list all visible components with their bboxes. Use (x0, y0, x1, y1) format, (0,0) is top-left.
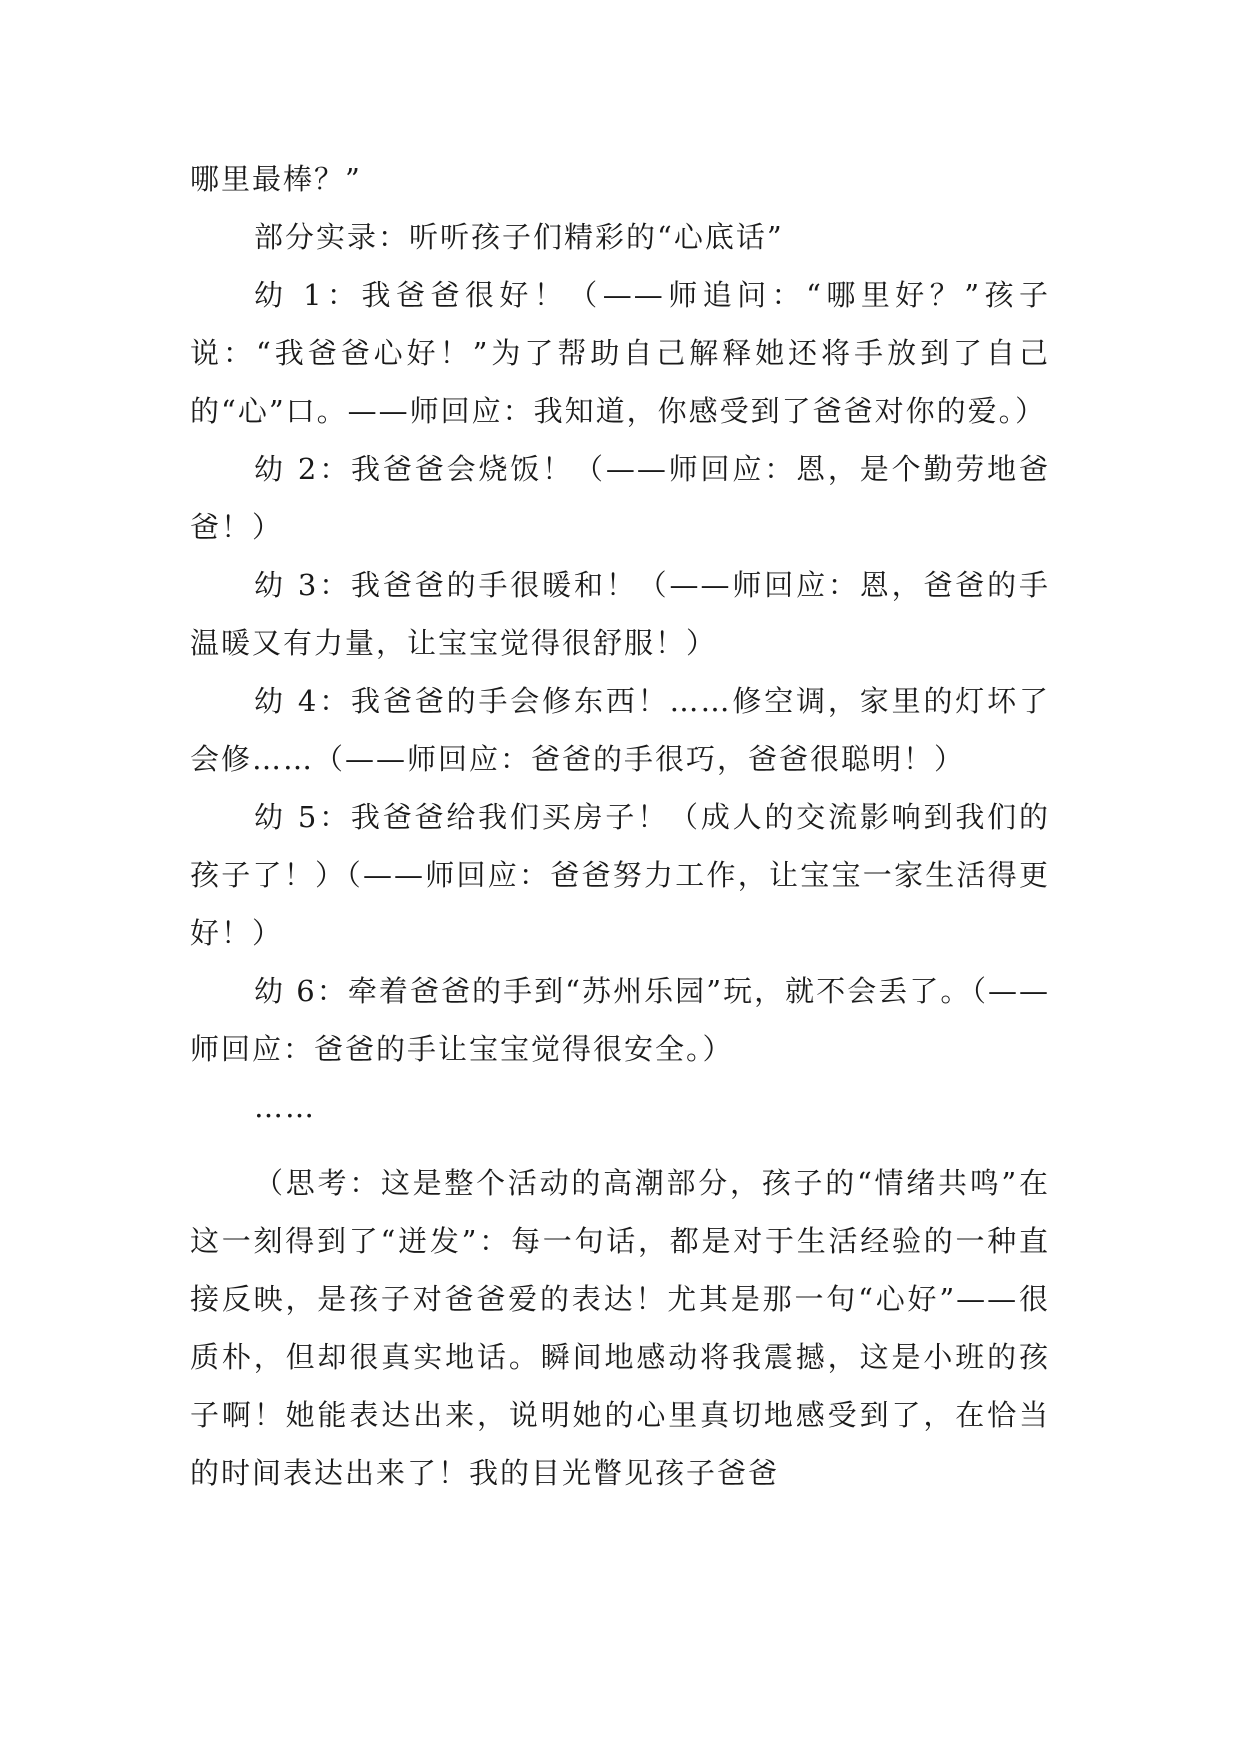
paragraph-child-6: 幼 6：牵着爸爸的手到“苏州乐园”玩，就不会丢了。（——师回应：爸爸的手让宝宝觉得很安全。） (190, 974, 1050, 1066)
ellipsis-line: …… (254, 1090, 316, 1124)
paragraph-continuation: 哪里最棒？” (190, 162, 362, 196)
paragraph-child-4: 幼 4：我爸爸的手会修东西！……修空调，家里的灯坏了会修……（——师回应：爸爸的手很巧，爸爸很聪明！） (190, 684, 1050, 776)
paragraph-child-2: 幼 2：我爸爸会烧饭！（——师回应：恩，是个勤劳地爸爸！） (190, 452, 1050, 544)
paragraph-gap (190, 1136, 1050, 1154)
paragraph-child-5: 幼 5：我爸爸给我们买房子！（成人的交流影响到我们的孩子了！）（——师回应：爸爸努力工作，让宝宝一家生活得更好！） (190, 800, 1050, 950)
document-body (190, 150, 1050, 1502)
paragraph-child-3: 幼 3：我爸爸的手很暖和！（——师回应：恩，爸爸的手温暖又有力量，让宝宝觉得很舒服！） (190, 568, 1050, 660)
paragraph-record-heading: 部分实录：听听孩子们精彩的“心底话” (254, 220, 784, 254)
paragraph-child-1: 幼 1：我爸爸很好！（——师追问：“哪里好？”孩子说：“我爸爸心好！”为了帮助自己解释她还将手放到了自己的“心”口。——师回应：我知道，你感受到了爸爸对你的爱。） (190, 278, 1050, 428)
paragraph-reflection: （思考：这是整个活动的高潮部分，孩子的“情绪共鸣”在这一刻得到了“迸发”：每一句话，都是对于生活经验的一种直接反映，是孩子对爸爸爱的表达！尤其是那一句“心好”——很质朴，但却很真实地话。瞬间地感动将我震撼，这是小班的孩子啊！她能表达出来，说明她的心里真切地感受到了，在恰当的时间表达出来了！我的目光瞥见孩子爸爸 (190, 1166, 1050, 1490)
